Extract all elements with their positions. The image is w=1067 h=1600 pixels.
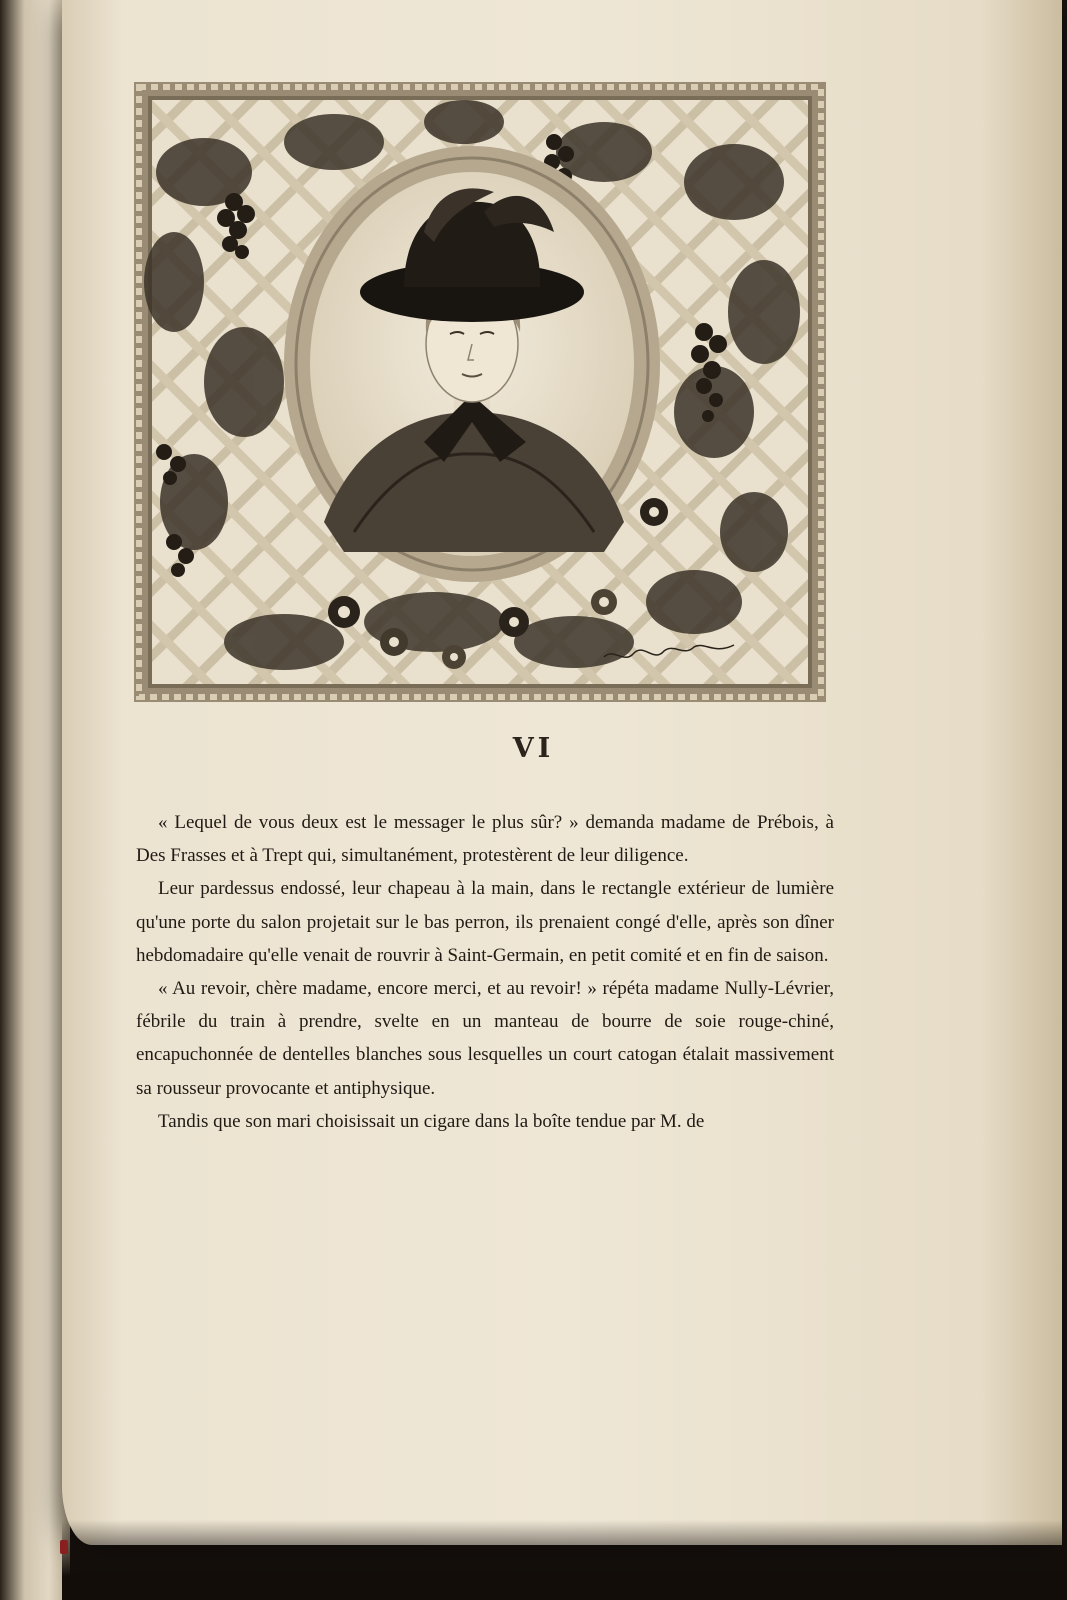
engraved-illustration — [134, 82, 826, 702]
paragraph: Tandis que son mari choisissait un cigare dans la boîte tendue par M. de — [158, 1110, 705, 1132]
paragraph: « Au revoir, chère madame, encore merci, et au revoir! » répéta madame Nully-Lévrier, fébrile du train à prendre, svelte en un manteau de bourre de soie rouge-chiné, encapuchonnée de dentelles blanches sous lesquelles un court catogan étalait massivement sa rousseur provocante et antiphysique. — [136, 978, 834, 1099]
portrait-engraving — [134, 82, 826, 702]
page-shadow — [62, 1520, 1067, 1600]
paragraph: Leur pardessus endossé, leur chapeau à la main, dans le rectangle extérieur de lumière qu'une porte du salon projetait sur le bas perron, ils prenaient congé d'elle, après son dîner hebdomadaire qu'elle venait de rouvrir à Saint-Germain, en petit comité et en fin de saison. — [136, 878, 834, 966]
facing-page-edge — [0, 0, 70, 1600]
paragraph: « Lequel de vous deux est le messager le plus sûr? » demanda madame de Prébois, à Des Frasses et à Trept qui, simultanément, protestèrent de leur diligence. — [136, 812, 834, 867]
bookmark-ribbon — [60, 1540, 68, 1554]
chapter-heading: VI — [512, 733, 555, 764]
body-text — [136, 806, 834, 1138]
